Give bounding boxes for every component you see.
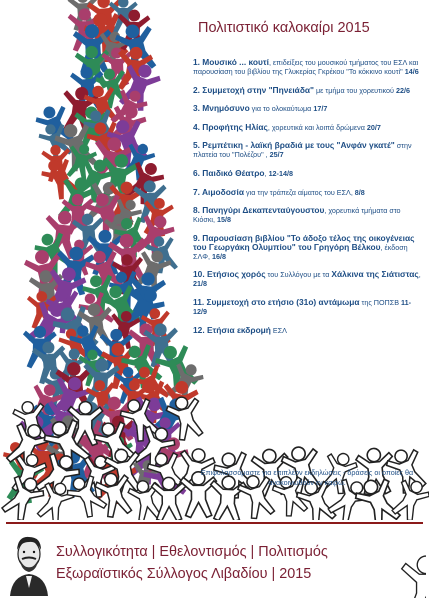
event-desc: , χορευτικά και λοιπά δρώμενα	[267, 122, 365, 132]
event-desc: για την τράπεζα αίματος του ΕΣΛ,	[244, 187, 353, 197]
event-item	[193, 270, 421, 288]
event-item	[193, 188, 421, 197]
event-list	[193, 58, 421, 344]
footer-divider	[6, 522, 423, 524]
event-title-extra: Χάλκινα της Σιάτιστας	[331, 269, 419, 280]
event-date: 14/6	[402, 67, 419, 76]
event-desc: , έκδοση ΣΛΦ,	[193, 242, 408, 261]
event-title: 3. Μνημόσυνο	[193, 103, 250, 114]
event-title: 5. Ρεμπέτικη - λαϊκή βραδιά με τους "Ανφάν γκατέ"	[193, 140, 395, 151]
event-date: 22/6	[393, 85, 410, 95]
event-item	[193, 86, 421, 95]
event-title: 1. Μουσικό ... κουτί	[193, 57, 269, 67]
event-desc-extra: ,	[418, 270, 421, 280]
event-date: 17/7	[311, 104, 328, 114]
event-title: 12. Ετήσια εκδρομή	[193, 324, 271, 335]
event-desc: στην πλατεία του "Πολέζου" ,	[193, 141, 412, 160]
event-title: 7. Αιμοδοσία	[193, 186, 245, 197]
event-item	[193, 58, 421, 76]
event-item	[193, 326, 421, 335]
event-item	[193, 141, 421, 159]
event-title: 10. Ετήσιος χορός	[193, 269, 266, 280]
event-item	[193, 298, 421, 316]
outline-figure-icon	[372, 510, 426, 598]
event-date: 11-12/9	[193, 297, 411, 316]
event-title: 9. Παρουσίαση βιβλίου "Το άδοξο τέλος της οικογένειας του Γεωργάκη Ολυμπίου" του Γρηγόρη Βέλκου	[193, 232, 415, 252]
event-title: 6. Παιδικό Θέατρο	[193, 167, 265, 178]
event-desc: του Συλλόγου με τα	[265, 270, 332, 280]
event-date: 8/8	[352, 187, 365, 197]
event-item	[193, 123, 421, 132]
event-date: 20/7	[364, 122, 381, 132]
footer-tagline: Συλλογικότητα | Εθελοντισμός | Πολιτισμός	[56, 544, 328, 560]
page-title: Πολιτιστικό καλοκαίρι 2015	[198, 20, 370, 36]
event-title: 11. Συμμετοχή στο ετήσιο (31ο) αντάμωμα	[193, 296, 360, 307]
event-item	[193, 104, 421, 113]
event-date: 16/8	[209, 251, 226, 261]
footer	[0, 520, 429, 600]
portrait-illustration	[4, 532, 54, 596]
disclaimer-note: Επιφυλασσόμαστε για επιπλέον εκδηλώσεις - δράσεις οι οποίες θα ανακοινωθούν εν καιρώ.	[200, 468, 414, 487]
event-desc: ΕΣΛ	[270, 325, 287, 335]
event-desc: , επιδείξεις του μουσικού τμήματος του ΕΣΛ και παρουσίαση του βιβλίου της Γλυκερίας Γκρέκου "Το κόκκινο κουτί"	[193, 58, 419, 76]
event-desc: για το ολοκαύτωμα	[249, 104, 312, 114]
event-title: 4. Προφήτης Ηλίας	[193, 121, 268, 132]
event-desc: ,	[264, 168, 269, 178]
event-item	[193, 234, 421, 261]
event-item	[193, 206, 421, 224]
event-title: 2. Συμμετοχή στην "Πηνειάδα"	[193, 84, 315, 95]
event-date: 12-14/8	[268, 168, 293, 178]
event-date: 21/8	[193, 279, 207, 289]
event-date: 25/7	[267, 150, 284, 160]
footer-organization: Εξωραϊστικός Σύλλογος Λιβαδίου | 2015	[56, 566, 312, 582]
event-desc: , χορευτικά τμήματα στο Κιόσκι,	[193, 206, 401, 225]
event-desc: της ΠΟΠΣΒ	[359, 297, 399, 307]
event-date: 15/8	[215, 215, 232, 225]
event-desc: με τμήμα του χορευτικού	[314, 85, 394, 95]
event-item	[193, 169, 421, 178]
event-title: 8. Πανηγύρι Δεκαπενταύγουστου	[193, 205, 325, 216]
